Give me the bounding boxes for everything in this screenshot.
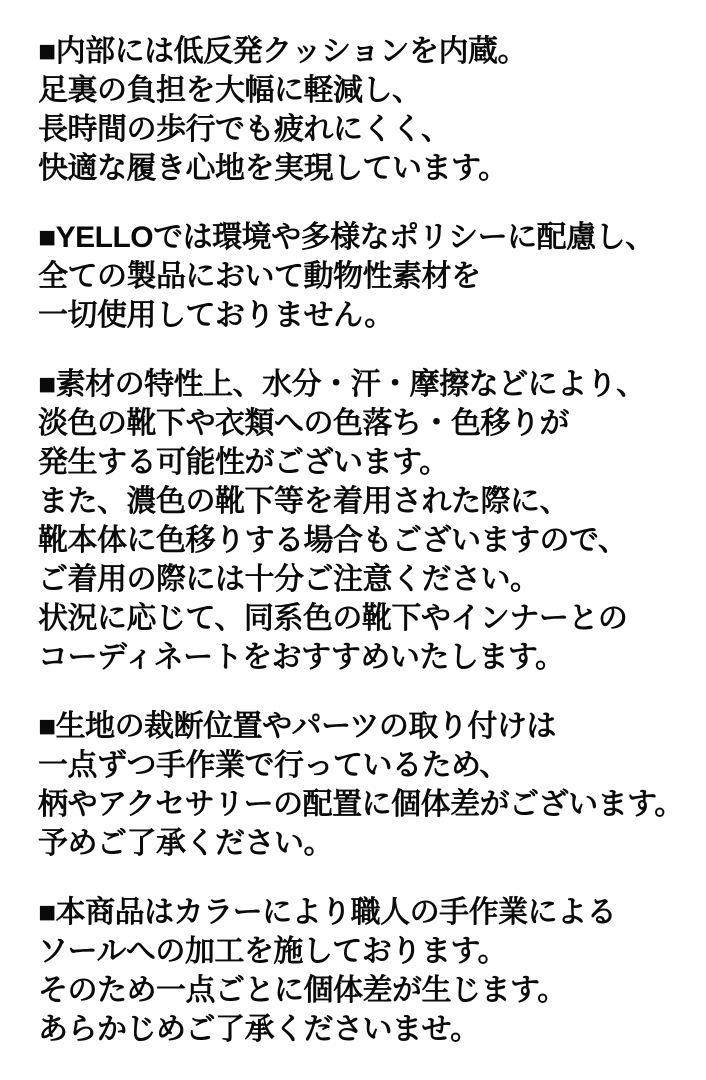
text-line: ご着用の際には十分ご注意ください。 [38,563,540,596]
text-line: 淡色の靴下や衣類への色落ち・色移りが [38,407,569,440]
text-line: 一切使用しておりません。 [38,299,394,332]
text-line: 予めご了承ください。 [38,827,333,860]
text-line: 一点ずつ手作業で行っているため、 [38,749,509,782]
text-line: 柄やアクセサリーの配置に個体差がございます。 [38,788,684,821]
notice-paragraph-sole-processing [38,893,682,1049]
text-line: 全ての製品において動物性素材を [38,260,481,293]
text-line: あらかじめご了承くださいませ。 [38,1013,480,1046]
text-line: 靴本体に色移りする場合もございますので、 [38,524,628,557]
notice-paragraph-color-transfer [38,365,682,677]
text-line: ■生地の裁断位置やパーツの取り付けは [38,710,556,743]
text-line: 発生する可能性がございます。 [38,446,449,479]
text-line: ■素材の特性上、水分・汗・摩擦などにより、 [38,368,646,401]
text-line: 状況に応じて、同系色の靴下やインナーとの [38,602,628,635]
notice-paragraph-handmade-variation [38,707,682,863]
text-line: ■内部には低反発クッションを内蔵。 [38,35,528,68]
text-line: ■YELLOでは環境や多様なポリシーに配慮し、 [38,221,655,254]
text-line: 快適な履き心地を実現しています。 [38,152,508,185]
text-line: また、濃色の靴下等を着用された際に、 [38,485,569,518]
notice-paragraph-cushion [38,32,682,188]
text-line: そのため一点ごとに個体差が生じます。 [38,974,567,1007]
text-line: コーディネートをおすすめいたします。 [38,641,565,674]
text-line: ■本商品はカラーにより職人の手作業による [38,896,617,929]
notice-paragraph-animal-free [38,218,682,335]
text-line: ソールへの加工を施しております。 [38,935,507,968]
text-line: 足裏の負担を大幅に軽減し、 [38,74,422,107]
text-line: 長時間の歩行でも疲れにくく、 [38,113,451,146]
